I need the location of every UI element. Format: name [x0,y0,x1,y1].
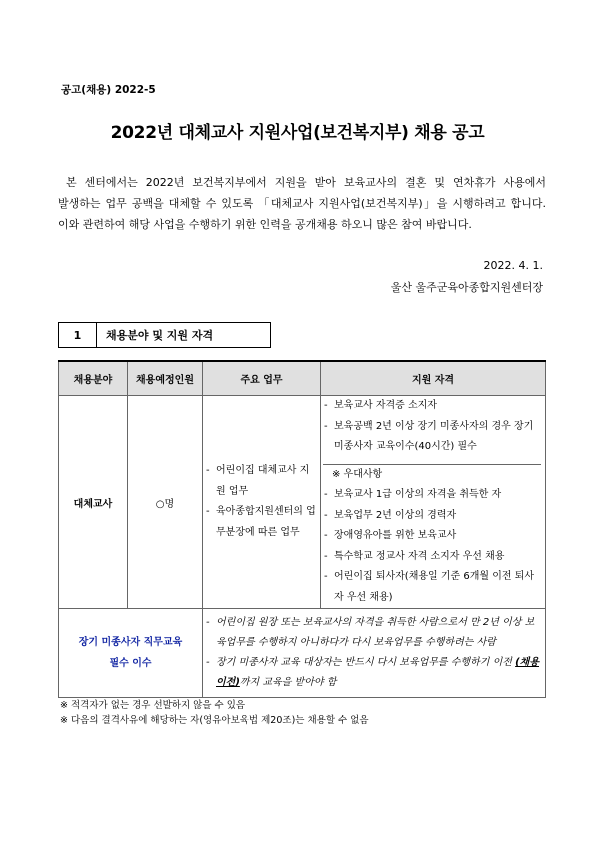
table-header-row [59,361,546,396]
page-title: 2022년 대체교사 지원사업(보건복지부) 채용 공고 [110,123,485,143]
note-emphasis: (채용 이전) [216,657,539,688]
footnote: ※ 적격자가 없는 경우 선발하지 않을 수 있음 [60,700,246,711]
section-heading [58,322,271,348]
section-title: 채용분야 및 지원 자격 [106,329,214,342]
preference-item: - 특수학교 정교사 자격 소지자 우선 채용 [323,547,541,568]
preference-item: - 어린이집 퇴사자(채용일 기준 6개월 이전 퇴사자 우선 채용) [323,567,541,608]
header-duties: 주요 업무 [203,361,321,396]
duties-cell [203,396,321,609]
table-row [59,396,546,609]
notice-number: 공고(채용) 2022-5 [61,84,156,96]
header-field: 채용분야 [59,361,128,396]
intro-paragraph: 본 센터에서는 2022년 보건복지부에서 지원을 받아 보육교사의 결혼 및 연차휴가 사용에서 발생하는 업무 공백을 대체할 수 있도록 「대체교사 지원사업(보건복지부)」을 시행하려고 합니다. 이와 관련하여 해당 사업을 수행하기 위한 인력을 공개채용 하오니 많은 참여 바랍니다. [58,176,546,231]
duty-item: - 어린이집 대체교사 지원 업무 [205,461,318,502]
note-item: - 어린이집 원장 또는 보육교사의 자격을 취득한 사람으로서 만 2년 이상 보육업무를 수행하지 아니하다가 다시 보육업무를 수행하려는 사람 [205,613,543,653]
footnote: ※ 다음의 결격사유에 해당하는 자(영유아보육법 제20조)는 채용할 수 없음 [60,715,369,726]
preference-item: - 보육업무 2년 이상의 경력자 [323,506,541,527]
note-row [59,609,546,698]
note-item: - 장기 미종사자 교육 대상자는 반드시 다시 보육업무를 수행하기 이전 (채용 이전)까지 교육을 받아야 함 [205,653,543,693]
headcount-cell: ○명 [128,396,203,609]
notice-date: 2022. 4. 1. [483,259,543,272]
preference-item: - 보육교사 1급 이상의 자격을 취득한 자 [323,485,541,506]
duty-item: - 육아종합지원센터의 업무분장에 따른 업무 [205,502,318,543]
preference-item: - 장애영유아를 위한 보육교사 [323,526,541,547]
qualification-item: - 보육교사 자격증 소지자 [323,396,541,417]
note-title: 장기 미종사자 직무교육 필수 이수 [59,609,203,698]
recruitment-table [58,360,546,698]
note-body [203,609,546,698]
header-qualification: 지원 자격 [321,361,546,396]
header-headcount: 채용예정인원 [128,361,203,396]
field-cell: 대체교사 [59,396,128,609]
section-number: 1 [59,323,97,347]
organization-name: 울산 울주군육아종합지원센터장 [390,281,543,294]
qualification-cell [321,396,546,609]
preference-title: ※ 우대사항 [332,468,383,480]
qualification-item: - 보육공백 2년 이상 장기 미종사자의 경우 장기 미종사자 교육이수(40시간) 필수 [323,417,541,458]
